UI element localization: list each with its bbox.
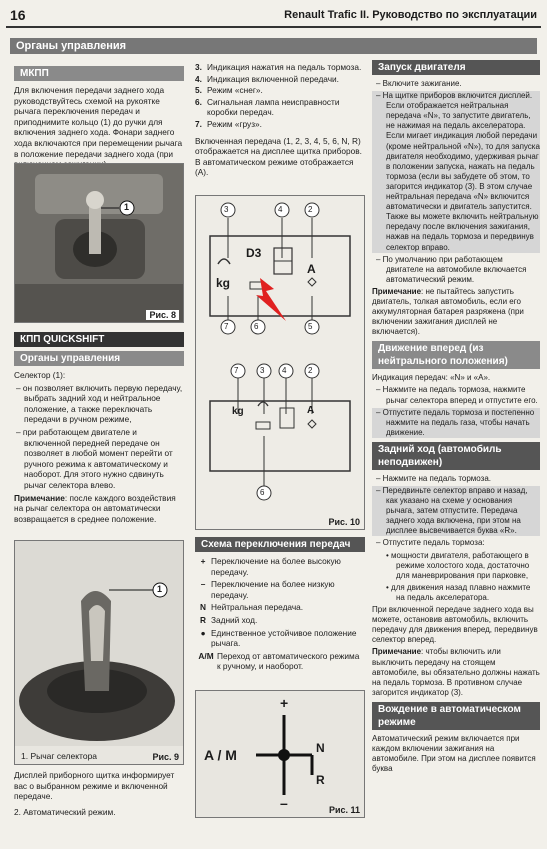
fig10-d3-label: D3	[246, 246, 262, 260]
forward-item: – Отпустите педаль тормоза и постепенно нажмите на педаль газа, чтобы начать движение.	[372, 408, 540, 438]
fig10-callout: 7	[234, 366, 239, 375]
reverse-item: – Передвиньте селектор вправо и назад, как указано на схеме у основания рычага, затем отпустите. Передача заднего хода включена, при этом на дисплее высвечивается буква «R».	[372, 486, 540, 536]
fig10-callout: 5	[308, 322, 313, 331]
reverse-item: – Отпустите педаль тормоза:	[376, 538, 485, 548]
scheme-heading: Схема переключения передач	[195, 537, 365, 552]
fig10-callout: 2	[308, 205, 313, 214]
start-item: – На щитке приборов включится дисплей. Если отображается нейтральная передача «N», то запустите двигатель, не нажимая на педаль акселератора. Если мигает индикация любой передачи (кроме нейтральной «N»), то для запуска двигателя необходимо, удерживая рычаг в положении запуска, нажать на педаль тормоза (если вы забудете об этом, то загорится индикатор (3). В этом случае нейтральная передача «N» включится автоматически и двигатель запустится. Также вы можете включить нейтральную передачу после включения зажигания, нажав на педаль тормоза и передвинув селектор вправо.	[372, 91, 540, 253]
fig8-callout: 1	[124, 202, 130, 212]
reverse-item: – Нажмите на педаль тормоза.	[376, 473, 492, 483]
middle-column	[195, 62, 365, 180]
figure-8	[14, 163, 184, 323]
page-number: 16	[10, 7, 26, 23]
left-column-lower	[14, 328, 184, 526]
scheme-item: ● Единственное устойчивое положение рычага.	[200, 627, 357, 649]
left-column	[14, 62, 184, 172]
fig10-callout: 6	[260, 488, 265, 497]
forward-heading: Движение вперед (из нейтрального положения)	[372, 341, 540, 369]
mkpp-text: Для включения передачи заднего хода руководствуйтесь схемой на рукоятке рычага переключения передач и приподнимите кольцо (1) до ручки для включения заднего хода. Фонари заднего хода включаются при перемещении рычага в положение передачи заднего хода (при	[14, 85, 183, 159]
fig10-kg-label: kg	[216, 276, 231, 290]
gearbox-photo	[15, 164, 183, 322]
fig11-r: R	[316, 773, 325, 787]
fig10-caption: Рис. 10	[328, 517, 360, 527]
reverse-text: При включенной передаче заднего хода вы можете, остановив автомобиль, включить передачу для движения вперед, передвинув селектор вперед.	[372, 605, 538, 645]
scheme-item: А/М Переход от автоматического режима к ручному, и наоборот.	[198, 650, 360, 672]
indicator-item: 3. Индикация нажатия на педаль тормоза.	[195, 62, 362, 72]
scheme-item: N Нейтральная передача.	[200, 602, 304, 613]
fig8-caption: Рис. 8	[146, 310, 179, 320]
fig11-n: N	[316, 741, 325, 755]
auto-mode-item: 2. Автоматический режим.	[14, 806, 116, 817]
fig10-callout: 2	[308, 366, 313, 375]
fig11-plus: +	[280, 695, 289, 711]
reverse-note: Примечание: чтобы включить или выключить передачу на стоящем автомобиле, вы обязательно должны нажать на педаль тормоза. В противном случае загорится индикатор (3).	[372, 647, 540, 697]
reverse-heading: Задний ход (автомобиль неподвижен)	[372, 442, 540, 470]
start-heading: Запуск двигателя	[372, 60, 540, 75]
mkpp-heading: МКПП	[14, 66, 184, 81]
start-note: Примечание: не пытайтесь запустить двигатель, толкая автомобиль, если его аккумуляторная батарея разряжена (при включении зажигания дисплей не включается).	[372, 286, 524, 337]
start-item: – Включите зажигание.	[376, 79, 462, 88]
indicator-item: 6. Сигнальная лампа неисправности коробки передач.	[195, 96, 340, 118]
forward-item: – Нажмите на педаль тормоза, нажмите рычаг селектора вперед и отпустите его.	[376, 385, 538, 405]
controls-heading: Органы управления	[14, 351, 184, 366]
fig9-caption: Рис. 9	[152, 752, 179, 762]
figure-9	[14, 540, 184, 765]
section-title: Органы управления	[10, 38, 537, 54]
fig10-callout: 3	[224, 205, 229, 214]
fig9-label: 1. Рычаг селектора	[21, 751, 98, 761]
indicator-item: 4. Индикация включенной передачи.	[195, 73, 339, 84]
selector-note: Примечание: после каждого воздействия на рычаг селектора он автоматически возвращается в среднее положение.	[14, 492, 176, 524]
figure-10	[195, 195, 365, 530]
display-text: Дисплей приборного щитка информирует вас о выбранном режиме и включенной передаче.	[14, 770, 175, 802]
fig10-callout: 3	[260, 366, 265, 375]
reverse-subitem: • мощности двигателя, работающего в режиме холостого хода, достаточно для маневрирования при парковке,	[386, 550, 530, 580]
scheme-section	[195, 537, 365, 674]
selector-intro: Селектор (1):	[14, 370, 66, 380]
selector-lever-photo	[15, 541, 183, 746]
fig11-minus: –	[280, 795, 288, 811]
figure-11	[195, 690, 365, 818]
auto-text: Автоматический режим включается при каждом включении зажигания на автомобиле. При этом на дисплее появится буква	[372, 733, 536, 774]
fig10-a-label: A	[307, 405, 315, 416]
scheme-item: R Задний ход.	[200, 614, 258, 625]
fig11-am: A / M	[204, 747, 237, 763]
auto-heading: Вождение в автоматическом режиме	[372, 702, 540, 730]
quickshift-heading: КПП QUICKSHIFT	[14, 332, 184, 347]
forward-intro: Индикация передач: «N» и «А».	[372, 373, 491, 383]
fig10-callout: 4	[278, 205, 283, 214]
fig10-callout: 7	[224, 322, 229, 331]
book-title: Renault Trafic II. Руководство по эксплуатации	[284, 9, 537, 21]
fig10-a-label: A	[307, 262, 316, 276]
right-column	[372, 60, 540, 776]
fig10-callout: 6	[254, 322, 259, 331]
selector-item: – при работающем двигателе и включенной передней передаче он позволяет в любой момент перейти от ручного режима к автоматическому и наоборот. Для этого нужно сдвинуть рычаг селектора влево.	[16, 426, 173, 490]
fig11-caption: Рис. 11	[328, 805, 360, 815]
left-column-bottom	[14, 770, 184, 819]
selector-item: – он позволяет включить первую передачу, выбрать задний ход и нейтральное положение, а также переключать передачи в ручном режиме,	[16, 382, 183, 425]
page-header	[6, 6, 541, 28]
indicator-item: 7. Режим «груз».	[195, 118, 262, 129]
fig9-callout: 1	[157, 584, 163, 594]
dashboard-display-diagram	[196, 196, 364, 529]
reverse-subitem: • для движения назад плавно нажмите на педаль акселератора.	[386, 582, 531, 602]
scheme-item: – Переключение на более низкую передачу.	[200, 579, 335, 600]
fig10-callout: 4	[282, 366, 287, 375]
indicator-item: 5. Режим «снег».	[195, 85, 263, 96]
fig10-kg-label: kg	[232, 406, 244, 417]
gear-text: Включенная передача (1, 2, 3, 4, 5, 6, N, R) отображается на дисплее щитка приборов. В автоматическом режиме отображается (А).	[195, 135, 362, 178]
scheme-item: + Переключение на более высокую передачу.	[200, 556, 341, 577]
start-item: – По умолчанию при работающем двигателе на автомобиле включается автоматический режим.	[376, 254, 527, 284]
